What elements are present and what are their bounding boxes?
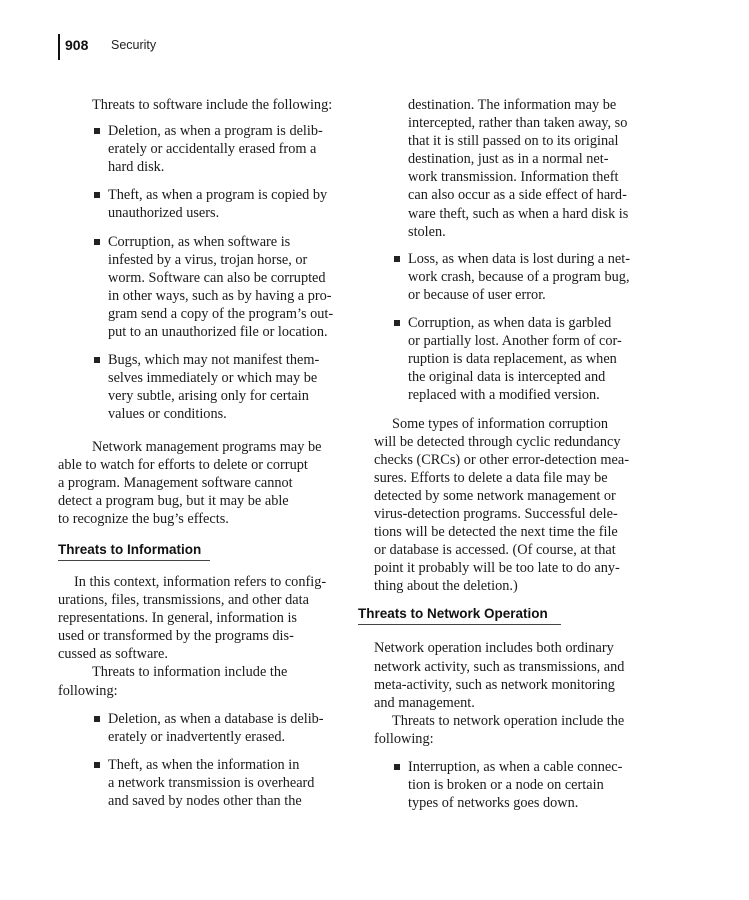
text-line: and saved by nodes other than the	[108, 793, 302, 809]
bullet-square-icon	[94, 357, 100, 363]
text-line: detected by some network management or	[374, 487, 616, 504]
text-line: Interruption, as when a cable connec-	[408, 759, 623, 775]
text-line: tions will be detected the next time the file	[374, 524, 618, 541]
text-line: meta-activity, such as network monitoring	[374, 676, 615, 693]
text-line: following:	[58, 682, 118, 699]
network-operation-bullet-list	[358, 758, 648, 812]
text-line: tion is broken or a node on certain	[408, 777, 604, 794]
text-line: very subtle, arising only for certain	[108, 388, 309, 405]
text-line: a program. Management software cannot	[58, 474, 293, 491]
text-line: worm. Software can also be corrupted	[108, 269, 326, 286]
text-line: and management.	[374, 694, 475, 711]
heading-underline	[358, 624, 561, 625]
text-line: ware theft, such as when a hard disk is	[408, 205, 629, 222]
text-line: Network operation includes both ordinary	[374, 640, 614, 657]
bullet-square-icon	[94, 239, 100, 245]
text-line: in other ways, such as by having a pro-	[108, 287, 332, 304]
software-bullet-list	[58, 122, 346, 423]
right-column	[358, 96, 648, 822]
header-rule	[58, 34, 60, 60]
text-line: can also occur as a side effect of hard-	[408, 187, 627, 204]
information-bullet-list-continued	[358, 250, 648, 405]
bullet-item	[58, 710, 346, 746]
text-line: Bugs, which may not manifest them-	[108, 352, 320, 369]
text-line: hard disk.	[108, 159, 165, 176]
bullet-square-icon	[394, 764, 400, 770]
text-line: Deletion, as when a program is delib-	[108, 123, 323, 140]
bullet-item	[358, 250, 648, 304]
text-line: that it is still passed on to its original	[408, 133, 619, 150]
text-line: virus-detection programs. Successful dele-	[374, 505, 618, 522]
text-line: erately or accidentally erased from a	[108, 141, 317, 158]
running-head: Security	[111, 38, 157, 52]
text-line: thing about the deletion.)	[374, 578, 518, 595]
text-line: point it probably will be too late to do any-	[374, 560, 620, 577]
text-line: Corruption, as when software is	[108, 233, 291, 250]
text-line: Threats to network operation include the	[392, 712, 625, 729]
text-line: urations, files, transmissions, and other data	[58, 592, 309, 609]
bullet-square-icon	[94, 192, 100, 198]
heading-threats-to-information	[58, 542, 346, 561]
text-line: network activity, such as transmissions, and	[374, 658, 625, 675]
text-line: destination. The information may be	[408, 97, 617, 113]
text-line: replaced with a modified version.	[408, 387, 600, 404]
text-line: representations. In general, information is	[58, 610, 297, 627]
heading-text: Threats to Network Operation	[358, 606, 548, 622]
bullet-item	[58, 186, 346, 222]
information-paragraph	[58, 573, 346, 663]
network-operation-paragraph	[358, 639, 648, 711]
bullet-square-icon	[394, 320, 400, 326]
text-line: Threats to information include the	[92, 664, 288, 681]
text-line: destination, just as in a normal net-	[408, 151, 609, 168]
text-line: will be detected through cyclic redundancy	[374, 433, 621, 450]
bullet-item	[58, 122, 346, 176]
text-line: work transmission. Information theft	[408, 169, 619, 186]
management-paragraph	[58, 438, 346, 528]
text-line: used or transformed by the programs dis-	[58, 628, 294, 645]
text-line: intercepted, rather than taken away, so	[408, 115, 628, 132]
text-line: gram send a copy of the program’s out-	[108, 305, 334, 322]
text-line: erately or inadvertently erased.	[108, 728, 286, 745]
text-line: able to watch for efforts to delete or corrupt	[58, 456, 308, 473]
text-line: Theft, as when the information in	[108, 756, 300, 773]
text-line: Deletion, as when a database is delib-	[108, 710, 324, 727]
information-intro	[58, 663, 346, 699]
bullet-item	[58, 351, 346, 423]
text-line: put to an unauthorized file or location.	[108, 324, 328, 341]
theft-continued	[358, 96, 648, 241]
text-line: or because of user error.	[408, 286, 546, 303]
heading-threats-to-network-operation	[358, 606, 648, 625]
bullet-square-icon	[94, 762, 100, 768]
text-line: a network transmission is overheard	[108, 774, 315, 791]
left-column	[58, 96, 346, 820]
page-number: 908	[65, 37, 89, 53]
information-bullet-list	[58, 710, 346, 810]
text-line: the original data is intercepted and	[408, 369, 606, 386]
heading-text: Threats to Information	[58, 541, 202, 557]
corruption-paragraph	[358, 415, 648, 596]
bullet-item	[58, 756, 346, 810]
text-line: checks (CRCs) or other error-detection mea-	[374, 451, 629, 468]
text-line: Loss, as when data is lost during a net-	[408, 250, 630, 267]
bullet-item	[58, 233, 346, 342]
text-line: selves immediately or which may be	[108, 370, 318, 387]
text-line: work crash, because of a program bug,	[408, 268, 630, 285]
text-line: or partially lost. Another form of cor-	[408, 333, 622, 350]
text-line: unauthorized users.	[108, 205, 220, 222]
text-line: types of networks goes down.	[408, 795, 579, 812]
bullet-square-icon	[94, 716, 100, 722]
text-line: Theft, as when a program is copied by	[108, 187, 328, 204]
bullet-square-icon	[394, 256, 400, 262]
text-line: Network management programs may be	[92, 438, 322, 455]
software-intro: Threats to software include the following:	[92, 97, 333, 113]
text-line: In this context, information refers to config-	[74, 573, 327, 590]
text-line: detect a program bug, but it may be able	[58, 492, 289, 509]
network-operation-intro	[358, 712, 648, 748]
heading-underline	[58, 560, 210, 561]
text-line: following:	[374, 730, 434, 747]
text-line: values or conditions.	[108, 406, 227, 423]
text-line: cussed as software.	[58, 646, 168, 663]
text-line: Some types of information corruption	[392, 415, 609, 432]
text-line: or database is accessed. (Of course, at that	[374, 542, 616, 559]
text-line: sures. Efforts to delete a data file may be	[374, 469, 608, 486]
bullet-square-icon	[94, 128, 100, 134]
text-line: Corruption, as when data is garbled	[408, 315, 612, 332]
bullet-item	[358, 314, 648, 404]
text-line: ruption is data replacement, as when	[408, 351, 617, 368]
text-line: stolen.	[408, 223, 446, 240]
text-line: to recognize the bug’s effects.	[58, 510, 229, 527]
text-line: infested by a virus, trojan horse, or	[108, 251, 308, 268]
bullet-item	[358, 758, 648, 812]
